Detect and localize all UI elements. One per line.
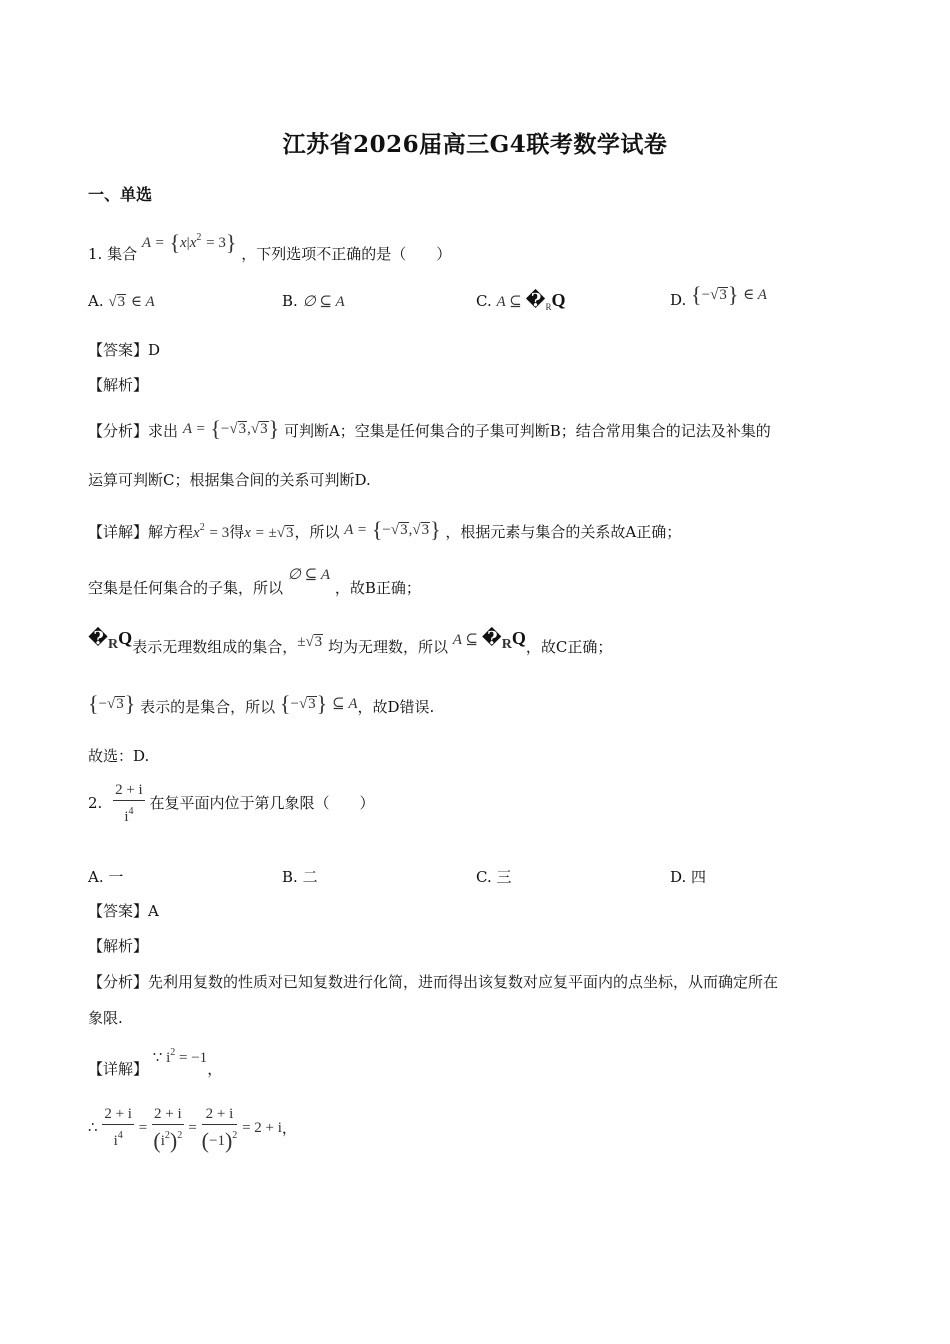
q1-fenxi-formula: A = {−√3,√3} [182, 416, 280, 441]
q2-xiangjie-line1: 【详解】 ∵ $i^2 = -1$， [88, 1047, 223, 1078]
exam-title: 江苏省2026届高三G4联考数学试卷 [282, 131, 668, 158]
q1-option-b: B. ∅ ⊆ A [282, 292, 345, 310]
q2-frac-3: $\frac{2 + i}{(-1)^2}$ [201, 1106, 238, 1153]
q2-fenxi-line2: 象限. [88, 1009, 123, 1027]
q1-fenxi: 【分析】求出 A = {−√3,√3} 可判断A；空集是任何集合的子集可判断B；结合常用集合的记法及补集的 [88, 416, 771, 441]
q1-xiangjie-line1: 【详解】解方程$x^2 = 3$得x = ±√3，所以 A = {−√3,√3} ，根据元素与集合的关系故A正确； [88, 517, 682, 542]
q2-stem [88, 780, 880, 828]
q2-xiangjie-line2: ∴ $\frac{2 + i}{i^4}$ = $\frac{2 + i}{(i^2)^2}$ = $\frac{2 + i}{(-1)^2}$ = 2 + i， [88, 1106, 297, 1153]
q1-set-formula: $A = \{x|x^2 = 3\}$ [141, 230, 237, 255]
q1-answer: 【答案】D [88, 341, 161, 359]
q1-question: ，下列选项不正确的是（ ） [241, 245, 452, 263]
q1-option-a: A. √3 ∈ A [88, 292, 155, 310]
q1-option-d: D. {−√3} ∈ A [670, 282, 767, 309]
q1-number: 1. [88, 245, 103, 263]
q2-option-d: D. 四 [670, 868, 707, 886]
q2-answer: 【答案】A [88, 902, 159, 920]
q2-fraction: $\frac{2 + i}{i^4}$ [115, 782, 143, 825]
q1-analysis-heading: 【解析】 [88, 376, 149, 394]
q2-frac-1: $\frac{2 + i}{i^4}$ [104, 1106, 132, 1149]
q1-xiangjie-line3: �RQ表示无理数组成的集合，±√3 均为无理数，所以 A ⊆ �RQ，故C正确； [88, 628, 613, 656]
q1-lead: 集合 [107, 245, 138, 263]
q2-option-c: C. 三 [476, 868, 512, 886]
q2-frac-2: $\frac{2 + i}{(i^2)^2}$ [153, 1106, 183, 1153]
q1-fenxi-line2: 运算可判断C；根据集合间的关系可判断D. [88, 471, 371, 489]
q1-answer-value: D [148, 341, 161, 359]
q1-stem [88, 230, 880, 265]
q1-option-c: C. A ⊆ $�_RQ$ [476, 290, 566, 312]
q2-fenxi: 【分析】先利用复数的性质对已知复数进行化简，进而得出该复数对应复平面内的点坐标，从而确定所在 [88, 973, 779, 991]
q1-final: 故选：D. [88, 747, 150, 765]
q2-option-a: A. 一 [88, 868, 124, 886]
q2-number: 2. [88, 794, 103, 812]
section-heading: 一、单选 [88, 185, 153, 204]
q2-question: 在复平面内位于第几象限（ ） [149, 794, 375, 812]
q2-answer-value: A [148, 902, 159, 920]
q1-xiangjie-line4: {−√3} 表示的是集合，所以 {−√3} ⊆ A，故D错误. [88, 691, 435, 716]
q2-analysis-heading: 【解析】 [88, 937, 149, 955]
q1-xiangjie-line2: 空集是任何集合的子集，所以 ∅ ⊆ A ，故B正确； [88, 567, 421, 597]
q2-option-b: B. 二 [282, 868, 318, 886]
